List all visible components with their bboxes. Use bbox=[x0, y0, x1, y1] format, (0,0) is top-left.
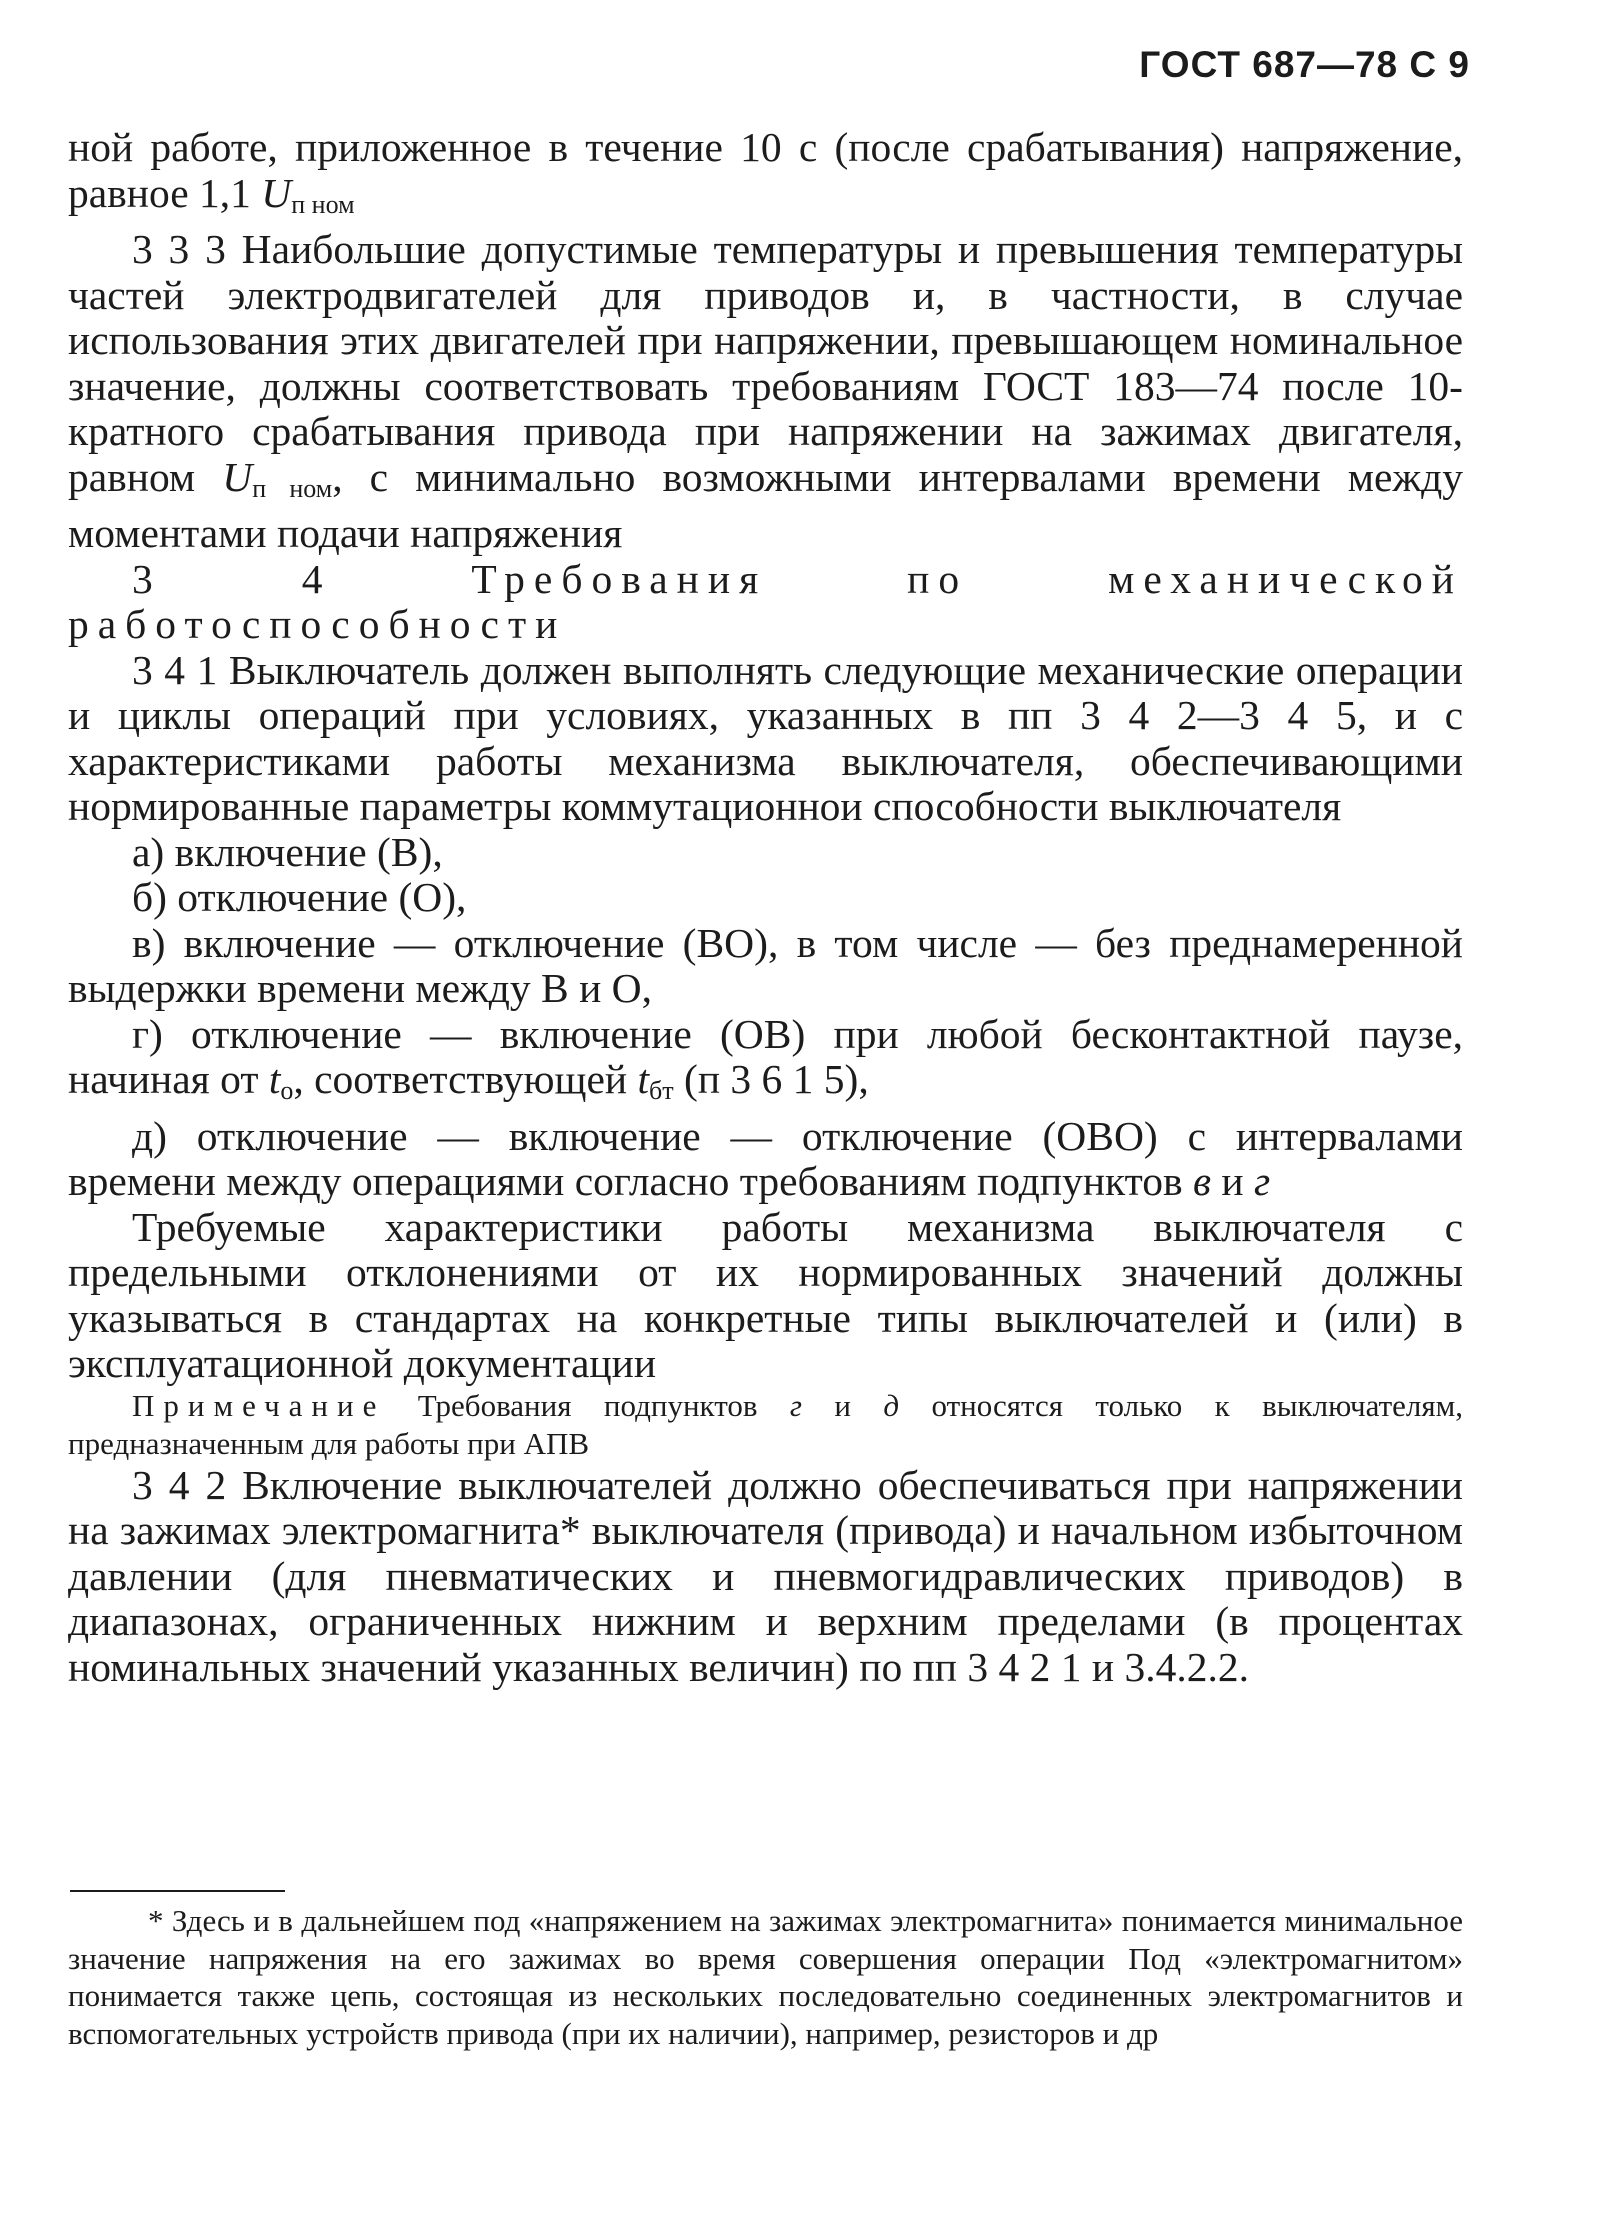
note-text: относятся только к выключателям, предназначенным для работы при АПВ bbox=[68, 1387, 1463, 1461]
note bbox=[68, 1387, 1463, 1463]
subitem-ref: д bbox=[883, 1387, 900, 1423]
paragraph-continuation bbox=[68, 125, 1463, 227]
paragraph-3-3-3 bbox=[68, 227, 1463, 557]
time-subscript: о bbox=[280, 1076, 294, 1105]
item-text: (п 3 6 1 5), bbox=[673, 1056, 869, 1102]
list-item-a: а) включение (В), bbox=[132, 828, 443, 875]
footnote-text: * Здесь и в дальнейшем под «напряжением на зажимах электромагнита» понимается минимальное значение напряжения на его зажимах во время совершения операции Под «электромагнитом» понимается также цепь, состоящая из нескольких последовательно соединенных электромагнитов и вспомогательных устройств привода (при их наличии), например, резисторов и др bbox=[68, 1903, 1463, 2051]
paragraph-3-4-1: 3 4 1 Выключатель должен выполнять следующие механические операции и циклы операций при условиях, указанных в пп 3 4 2—3 4 5, и с характеристиками работы механизма выключателя, обеспечивающими нормированные параметры коммутационнои способности выключателя bbox=[68, 646, 1463, 829]
paragraph-text: ной работе, приложенное в течение 10 с (после срабатывания) напряжение, равное 1,1 bbox=[68, 124, 1463, 216]
section-heading-3-4: 3 4 Требования по механической работоспособности bbox=[68, 555, 1463, 647]
list-item-g bbox=[68, 1012, 1463, 1114]
time-symbol: t bbox=[268, 1056, 281, 1102]
paragraph-requirements: Требуемые характеристики работы механизма выключателя с предельными отклонениями от их нормированных значений должны указываться в стандартах на конкретные типы выключателей и (или) в эксплуатационной документации bbox=[68, 1203, 1463, 1386]
voltage-symbol: U bbox=[261, 169, 292, 216]
time-symbol: t bbox=[637, 1056, 650, 1102]
list-item-v: в) включение — отключение (ВО), в том числе — без преднамеренной выдержки времени между В и О, bbox=[68, 919, 1463, 1011]
time-subscript: бт bbox=[649, 1076, 674, 1105]
subitem-ref: в bbox=[1192, 1158, 1211, 1204]
item-text: г) отключение — включение (ОВ) при любой бесконтактной паузе, начиная от bbox=[68, 1010, 1463, 1102]
paragraph-3-4-2: 3 4 2 Включение выключателей должно обеспечиваться при напряжении на зажимах электромагнита* выключателя (привода) и начальном избыточном давлении (для пневматических и пневмогидравлических приводов) в диапазонах, ограниченных нижним и верхним пределами (в процентах номинальных значений указанных величин) по пп 3 4 2 1 и 3.4.2.2. bbox=[68, 1461, 1463, 1690]
paragraph-text-end: , с минимально возможными интервалами времени между моментами подачи напряжения bbox=[68, 453, 1463, 556]
note-text: Требования подпунктов bbox=[385, 1387, 790, 1423]
list-item-b: б) отключение (О), bbox=[132, 874, 467, 920]
item-text: д) отключение — включение — отключение (ОВО) с интервалами времени между операциями согласно требованиям подпунктов bbox=[68, 1112, 1463, 1204]
item-text: и bbox=[1210, 1158, 1254, 1204]
footnote-divider bbox=[70, 1890, 285, 1892]
voltage-subscript: п ном bbox=[291, 189, 355, 219]
note-text: и bbox=[802, 1387, 884, 1423]
paragraph-text: 3 3 3 Наибольшие допустимые температуры и превышения температуры частей электродвигателей для приводов и, в частности, в случае использования этих двигателей при напряжении, превышающем номинальное значение, должны соответствовать требованиям ГОСТ 183—74 после 10-кратного срабатывания привода при напряжении на зажимах двигателя, равном bbox=[68, 226, 1463, 500]
list-item-d bbox=[68, 1114, 1463, 1205]
note-label: Примечание bbox=[132, 1387, 386, 1423]
voltage-subscript: п ном bbox=[252, 473, 333, 503]
subitem-ref: г bbox=[1253, 1158, 1271, 1204]
main-text bbox=[68, 125, 1463, 1690]
voltage-symbol: U bbox=[222, 453, 253, 500]
subitem-ref: г bbox=[789, 1387, 802, 1423]
page-header: ГОСТ 687—78 С 9 bbox=[1139, 44, 1470, 85]
footnote bbox=[68, 1902, 1463, 2052]
item-text: , соответствующей bbox=[293, 1056, 638, 1102]
